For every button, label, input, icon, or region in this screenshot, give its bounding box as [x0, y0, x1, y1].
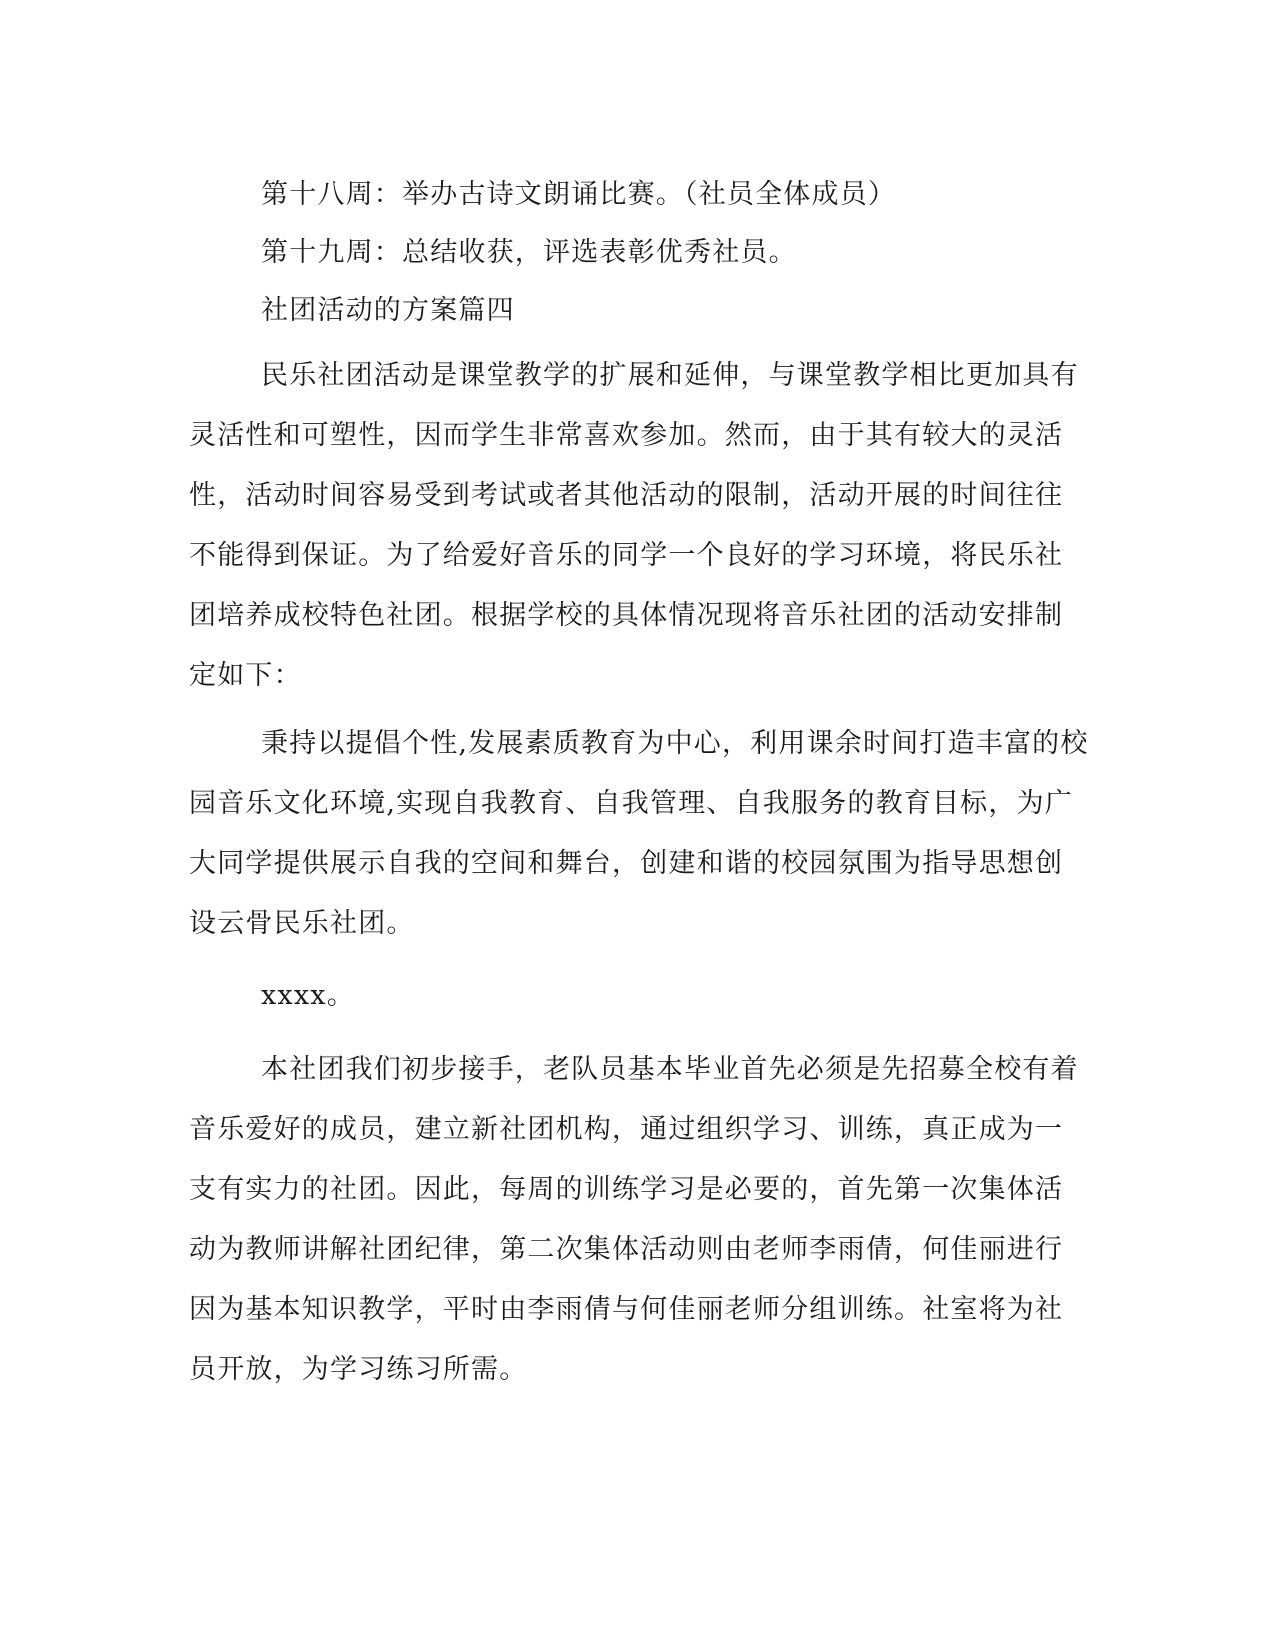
paragraph-intro: 民乐社团活动是课堂教学的扩展和延伸，与课堂教学相比更加具有灵活性和可塑性，因而学生非常喜欢参加。然而，由于其有较大的灵活性，活动时间容易受到考试或者其他活动的限制，活动开展的时间往往不能得到保证。为了给爱好音乐的同学一个良好的学习环境，将民乐社团培养成校特色社团。根据学校的具体情况现将音乐社团的活动安排制定如下： — [189, 360, 1079, 691]
document-body — [189, 166, 1089, 1400]
paragraph-training-plan: 本社团我们初步接手，老队员基本毕业首先必须是先招募全校有着音乐爱好的成员，建立新社团机构，通过组织学习、训练，真正成为一支有实力的社团。因此，每周的训练学习是必要的，首先第一次集体活动为教师讲解社团纪律，第二次集体活动则由老师李雨倩，何佳丽进行因为基本知识教学，平时由李雨倩与何佳丽老师分组训练。社室将为社员开放，为学习练习所需。 — [189, 1054, 1079, 1385]
paragraph-xxxx: xxxx。 — [261, 980, 355, 1011]
section-heading: 社团活动的方案篇四 — [261, 295, 515, 326]
paragraph-guiding-idea: 秉持以提倡个性,发展素质教育为中心，利用课余时间打造丰富的校园音乐文化环境,实现自我教育、自我管理、自我服务的教育目标，为广大同学提供展示自我的空间和舞台，创建和谐的校园氛围为指导思想创设云骨民乐社团。 — [189, 728, 1089, 939]
paragraph-week-18: 第十八周：举办古诗文朗诵比赛。（社员全体成员） — [261, 179, 897, 210]
paragraph-week-19: 第十九周：总结收获，评选表彰优秀社员。 — [261, 237, 797, 268]
